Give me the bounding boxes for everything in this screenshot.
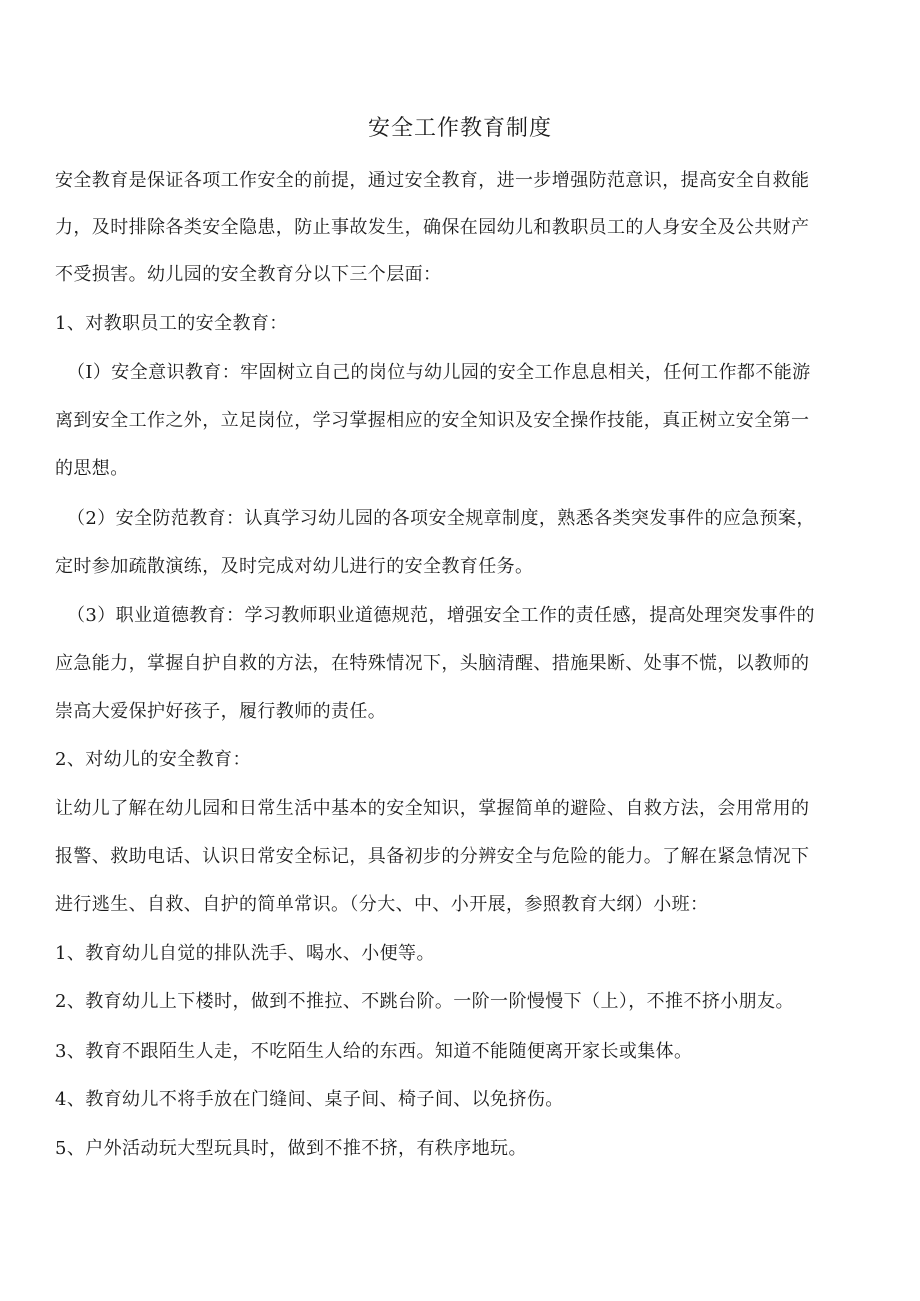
paragraph-line: （I）安全意识教育：牢固树立自己的岗位与幼儿园的安全工作息息相关，任何工作都不能游 <box>67 362 811 383</box>
paragraph-line: 安全教育是保证各项工作安全的前提，通过安全教育，进一步增强防范意识，提高安全自救能 <box>55 170 810 191</box>
paragraph-line: 让幼儿了解在幼儿园和日常生活中基本的安全知识，掌握简单的避险、自救方法，会用常用的 <box>55 798 810 819</box>
paragraph-line: 应急能力，掌握自护自救的方法，在特殊情况下，头脑清醒、措施果断、处事不慌，以教师的 <box>55 653 810 674</box>
list-item: 3、教育不跟陌生人走，不吃陌生人给的东西。知道不能随便离开家长或集体。 <box>55 1041 693 1062</box>
paragraph-line: （2）安全防范教育：认真学习幼儿园的各项安全规章制度，熟悉各类突发事件的应急预案， <box>67 508 815 529</box>
document-title: 安全工作教育制度 <box>367 116 552 141</box>
paragraph-line: 力，及时排除各类安全隐患，防止事故发生，确保在园幼儿和教职员工的人身安全及公共财产 <box>55 217 810 238</box>
paragraph-line: 报警、救助电话、认识日常安全标记，具备初步的分辨安全与危险的能力。了解在紧急情况下 <box>55 846 810 867</box>
list-item: 4、教育幼儿不将手放在门缝间、桌子间、椅子间、以免挤伤。 <box>55 1089 564 1110</box>
paragraph-line: 的思想。 <box>55 458 129 479</box>
paragraph-line: 崇高大爱保护好孩子，履行教师的责任。 <box>55 701 387 722</box>
paragraph-line: （3）职业道德教育：学习教师职业道德规范，增强安全工作的责任感，提高处理突发事件的 <box>67 605 815 626</box>
section-heading: 2、对幼儿的安全教育： <box>55 749 251 770</box>
paragraph-line: 定时参加疏散演练，及时完成对幼儿进行的安全教育任务。 <box>55 556 534 577</box>
list-item: 1、教育幼儿自觉的排队洗手、喝水、小便等。 <box>55 943 435 964</box>
paragraph-line: 进行逃生、自救、自护的简单常识。（分大、中、小开展，参照教育大纲）小班： <box>55 894 709 915</box>
section-heading: 1、对教职员工的安全教育： <box>55 313 288 334</box>
list-item: 2、教育幼儿上下楼时，做到不推拉、不跳台阶。一阶一阶慢慢下（上），不推不挤小朋友。 <box>55 991 794 1012</box>
paragraph-line: 离到安全工作之外，立足岗位，学习掌握相应的安全知识及安全操作技能，真正树立安全第一 <box>55 410 810 431</box>
paragraph-line: 不受损害。幼儿园的安全教育分以下三个层面： <box>55 264 442 285</box>
list-item: 5、户外活动玩大型玩具时，做到不推不挤，有秩序地玩。 <box>55 1138 527 1159</box>
